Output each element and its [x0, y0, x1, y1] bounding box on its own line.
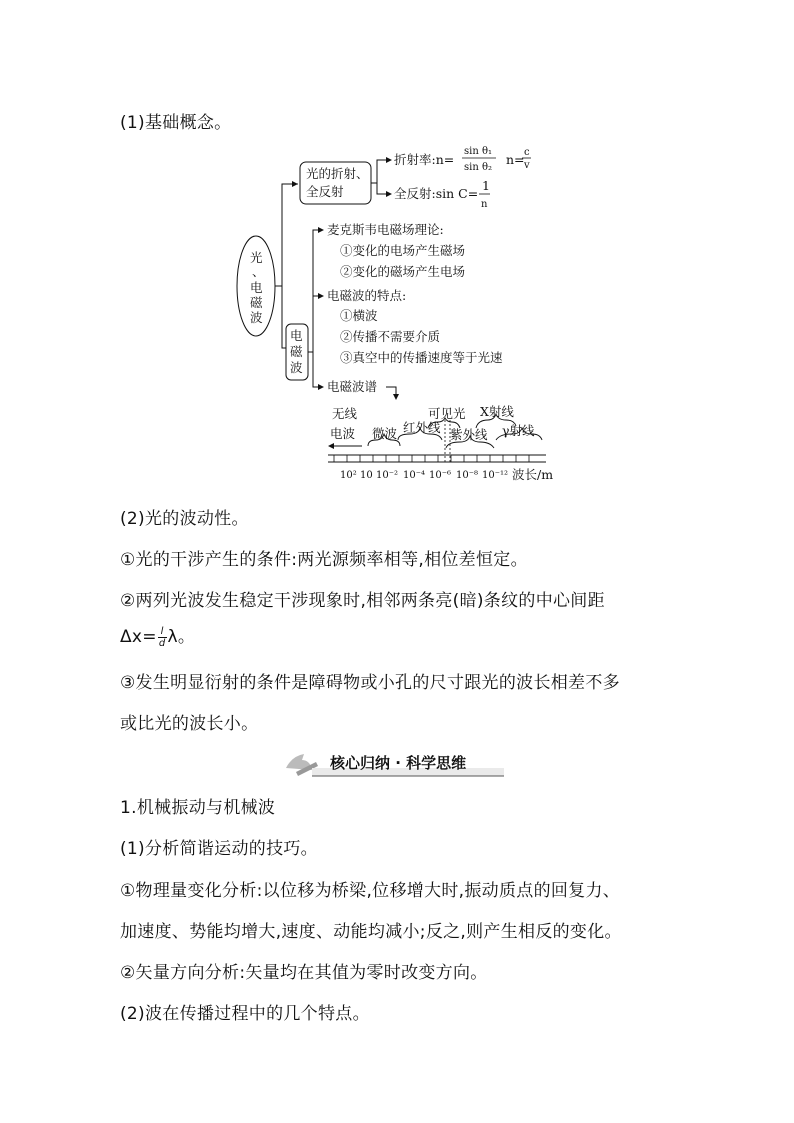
- refraction-numerator: sin θ₁: [464, 146, 492, 157]
- em-feature-2: ②传播不需要介质: [340, 329, 441, 344]
- refraction-denominator: sin θ₂: [464, 162, 492, 173]
- branch-em-char-1: 电: [290, 328, 303, 343]
- formula-lhs: Δx=: [120, 627, 157, 647]
- spectrum-title: 电磁波谱: [327, 379, 378, 394]
- branch-em-char-2: 磁: [290, 344, 303, 359]
- tick-label-5: 10⁻⁶: [429, 470, 452, 481]
- band-microwave: 微波: [372, 426, 398, 441]
- total-reflection-den: n: [481, 199, 488, 210]
- physical-quantity-analysis-line1: ①物理量变化分析:以位移为桥梁,位移增大时,振动质点的回复力、: [120, 881, 621, 901]
- subheading-shm-tips: (1)分析简谐运动的技巧。: [120, 839, 318, 859]
- interference-condition: ①光的干涉产生的条件:两光源频率相等,相位差恒定。: [120, 550, 528, 570]
- branch-refraction-label-1: 光的折射、: [306, 166, 369, 181]
- vector-direction-analysis: ②矢量方向分析:矢量均在其值为零时改变方向。: [120, 963, 488, 983]
- branch-em-char-3: 波: [290, 360, 303, 375]
- em-features-title: 电磁波的特点:: [327, 288, 407, 303]
- tick-label-2: 10: [360, 470, 373, 481]
- tick-label-6: 10⁻⁸: [456, 470, 479, 481]
- em-feature-3: ③真空中的传播速度等于光速: [340, 350, 503, 365]
- refraction-alt-num: c: [524, 147, 530, 158]
- section-title-basic-concepts: (1)基础概念。: [120, 113, 232, 133]
- physical-quantity-analysis-line2: 加速度、势能均增大,速度、动能均减小;反之,则产生相反的变化。: [120, 922, 622, 942]
- fringe-spacing-formula: [120, 622, 195, 649]
- maxwell-title: 麦克斯韦电磁场理论:: [327, 222, 444, 237]
- formula-fraction: [158, 626, 167, 649]
- tick-label-7: 10⁻¹²: [482, 470, 509, 481]
- formula-numerator: l: [158, 626, 167, 638]
- root-char-2: 、: [252, 264, 265, 279]
- refraction-alt-den: v: [524, 160, 530, 171]
- band-ultraviolet: 紫外线: [450, 427, 488, 442]
- section-title-wave-nature: (2)光的波动性。: [120, 509, 249, 529]
- heading-mechanical-vibration: 1.机械振动与机械波: [120, 798, 276, 818]
- root-char-1: 光: [250, 250, 263, 265]
- band-radio-line1: 无线: [332, 406, 358, 421]
- root-char-3: 电: [250, 280, 263, 295]
- axis-ticks: [334, 455, 529, 462]
- band-gamma: γ射线: [502, 423, 535, 438]
- em-feature-1: ①横波: [340, 308, 378, 323]
- formula-rhs: λ。: [167, 627, 196, 647]
- subheading-wave-features: (2)波在传播过程中的几个特点。: [120, 1004, 370, 1024]
- tick-label-3: 10⁻²: [376, 470, 399, 481]
- fringe-spacing-text: ②两列光波发生稳定干涉现象时,相邻两条亮(暗)条纹的中心间距: [120, 591, 605, 611]
- axis-unit: 波长/m: [512, 467, 554, 482]
- band-radio-line2: 电波: [330, 426, 356, 441]
- root-char-4: 磁: [250, 295, 263, 310]
- banner-title: 核心归纳 · 科学思维: [330, 754, 467, 772]
- diffraction-condition-line2: 或比光的波长小。: [120, 714, 259, 734]
- root-char-5: 波: [250, 310, 263, 325]
- total-reflection-label: 全反射:sin C=: [394, 186, 479, 201]
- refraction-index-label: 折射率:n=: [394, 152, 455, 167]
- diffraction-condition-line1: ③发生明显衍射的条件是障碍物或小孔的尺寸跟光的波长相差不多: [120, 673, 620, 693]
- tick-label-4: 10⁻⁴: [403, 470, 426, 481]
- maxwell-item-1: ①变化的电场产生磁场: [340, 243, 466, 258]
- maxwell-item-2: ②变化的磁场产生电场: [340, 264, 466, 279]
- formula-denominator: d: [158, 637, 166, 649]
- refraction-alt-lhs: n=: [506, 152, 525, 167]
- section-banner: [282, 746, 508, 778]
- total-reflection-num: 1: [482, 178, 490, 193]
- band-visible: 可见光: [428, 406, 466, 421]
- band-xray: X射线: [480, 404, 514, 419]
- band-infrared: 红外线: [403, 420, 441, 435]
- knowledge-diagram: [0, 0, 794, 500]
- tick-label-1: 10²: [340, 470, 357, 481]
- branch-refraction-label-2: 全反射: [306, 184, 344, 199]
